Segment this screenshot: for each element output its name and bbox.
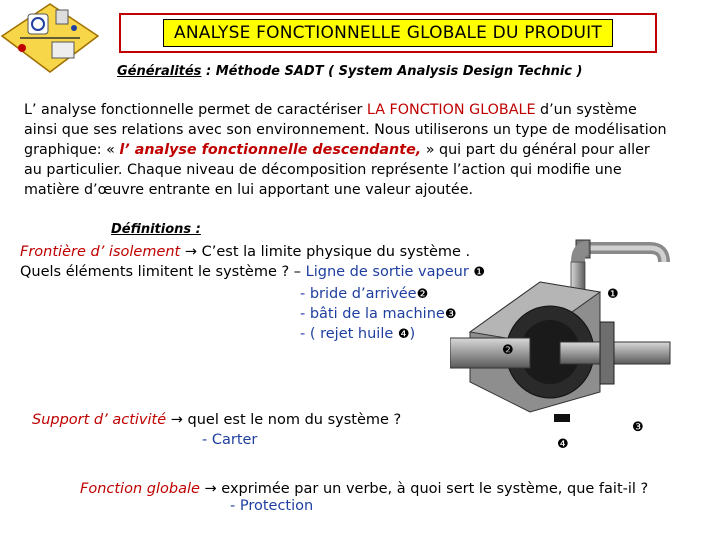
frontiere-term: Frontière d’ isolement <box>20 244 181 260</box>
generalites-text: : Méthode SADT ( System Analysis Design Technic ) <box>205 64 583 79</box>
item-4: - ( rejet huile <box>300 326 398 342</box>
fonction-answer: - Protection <box>230 498 314 514</box>
intro-text: d’un système <box>535 102 637 118</box>
arrow-icon: → <box>184 244 198 260</box>
marker-2-icon: ❷ <box>502 343 514 358</box>
intro-paragraph <box>24 100 667 200</box>
intro-line-1 <box>24 100 667 120</box>
quels-line <box>20 264 485 280</box>
intro-line-5: matière d’œuvre entrante en lui apportant une valeur ajoutée. <box>24 182 474 198</box>
intro-text: graphique: « <box>24 142 120 158</box>
intro-text: L’ analyse fonctionnelle permet de caractériser <box>24 102 367 118</box>
intro-emphasis: l’ analyse fonctionnelle descendante, <box>119 142 422 158</box>
marker-4-icon: ❹ <box>557 437 569 452</box>
frontiere-line <box>20 244 470 260</box>
list-item-2 <box>300 284 428 305</box>
intro-line-2: ainsi que ses relations avec son environnement. Nous utiliserons un type de modélisation <box>24 122 667 138</box>
item-2: - bride d’arrivée <box>300 286 417 302</box>
intro-line-4: au particulier. Chaque niveau de décomposition représente l’action qui modifie une <box>24 162 622 178</box>
item-1: Ligne de sortie vapeur <box>305 264 474 280</box>
quels-text: Quels éléments limitent le système ? – <box>20 264 306 280</box>
fonction-text: exprimée par un verbe, à quoi sert le système, que fait-il ? <box>216 481 649 497</box>
item-3: - bâti de la machine <box>300 306 445 322</box>
fonction-line <box>80 481 648 497</box>
intro-text: » qui part du général pour aller <box>421 142 650 158</box>
circle-number-2-icon: ❷ <box>416 287 429 302</box>
list-item-3 <box>300 304 456 325</box>
item-4-tail: ) <box>409 326 416 342</box>
generalites-label: Généralités <box>117 64 202 79</box>
definitions-heading: Définitions : <box>111 222 201 237</box>
circle-number-4-icon: ❹ <box>397 327 410 342</box>
marker-3-icon: ❸ <box>632 420 644 435</box>
circle-number-3-icon: ❸ <box>444 307 457 322</box>
list-item-4 <box>300 324 415 345</box>
generalites-line <box>117 64 582 79</box>
arrow-icon: → <box>204 481 217 497</box>
support-answer: - Carter <box>202 432 258 448</box>
marker-1-icon: ❶ <box>607 287 619 302</box>
logo-graphic <box>0 2 100 74</box>
intro-highlight: LA FONCTION GLOBALE <box>366 102 536 118</box>
frontiere-text: C’est la limite physique du système . <box>197 244 471 260</box>
page-title: ANALYSE FONCTIONNELLE GLOBALE DU PRODUIT <box>163 19 613 47</box>
title-frame <box>119 13 657 53</box>
intro-line-3 <box>24 140 667 160</box>
support-text: quel est le nom du système ? <box>182 412 402 428</box>
support-term: Support d’ activité <box>32 412 167 428</box>
arrow-icon: → <box>170 412 183 428</box>
fonction-term: Fonction globale <box>80 481 200 497</box>
support-line <box>32 412 401 428</box>
circle-number-1-icon: ❶ <box>473 265 486 280</box>
machine-illustration <box>450 222 680 422</box>
